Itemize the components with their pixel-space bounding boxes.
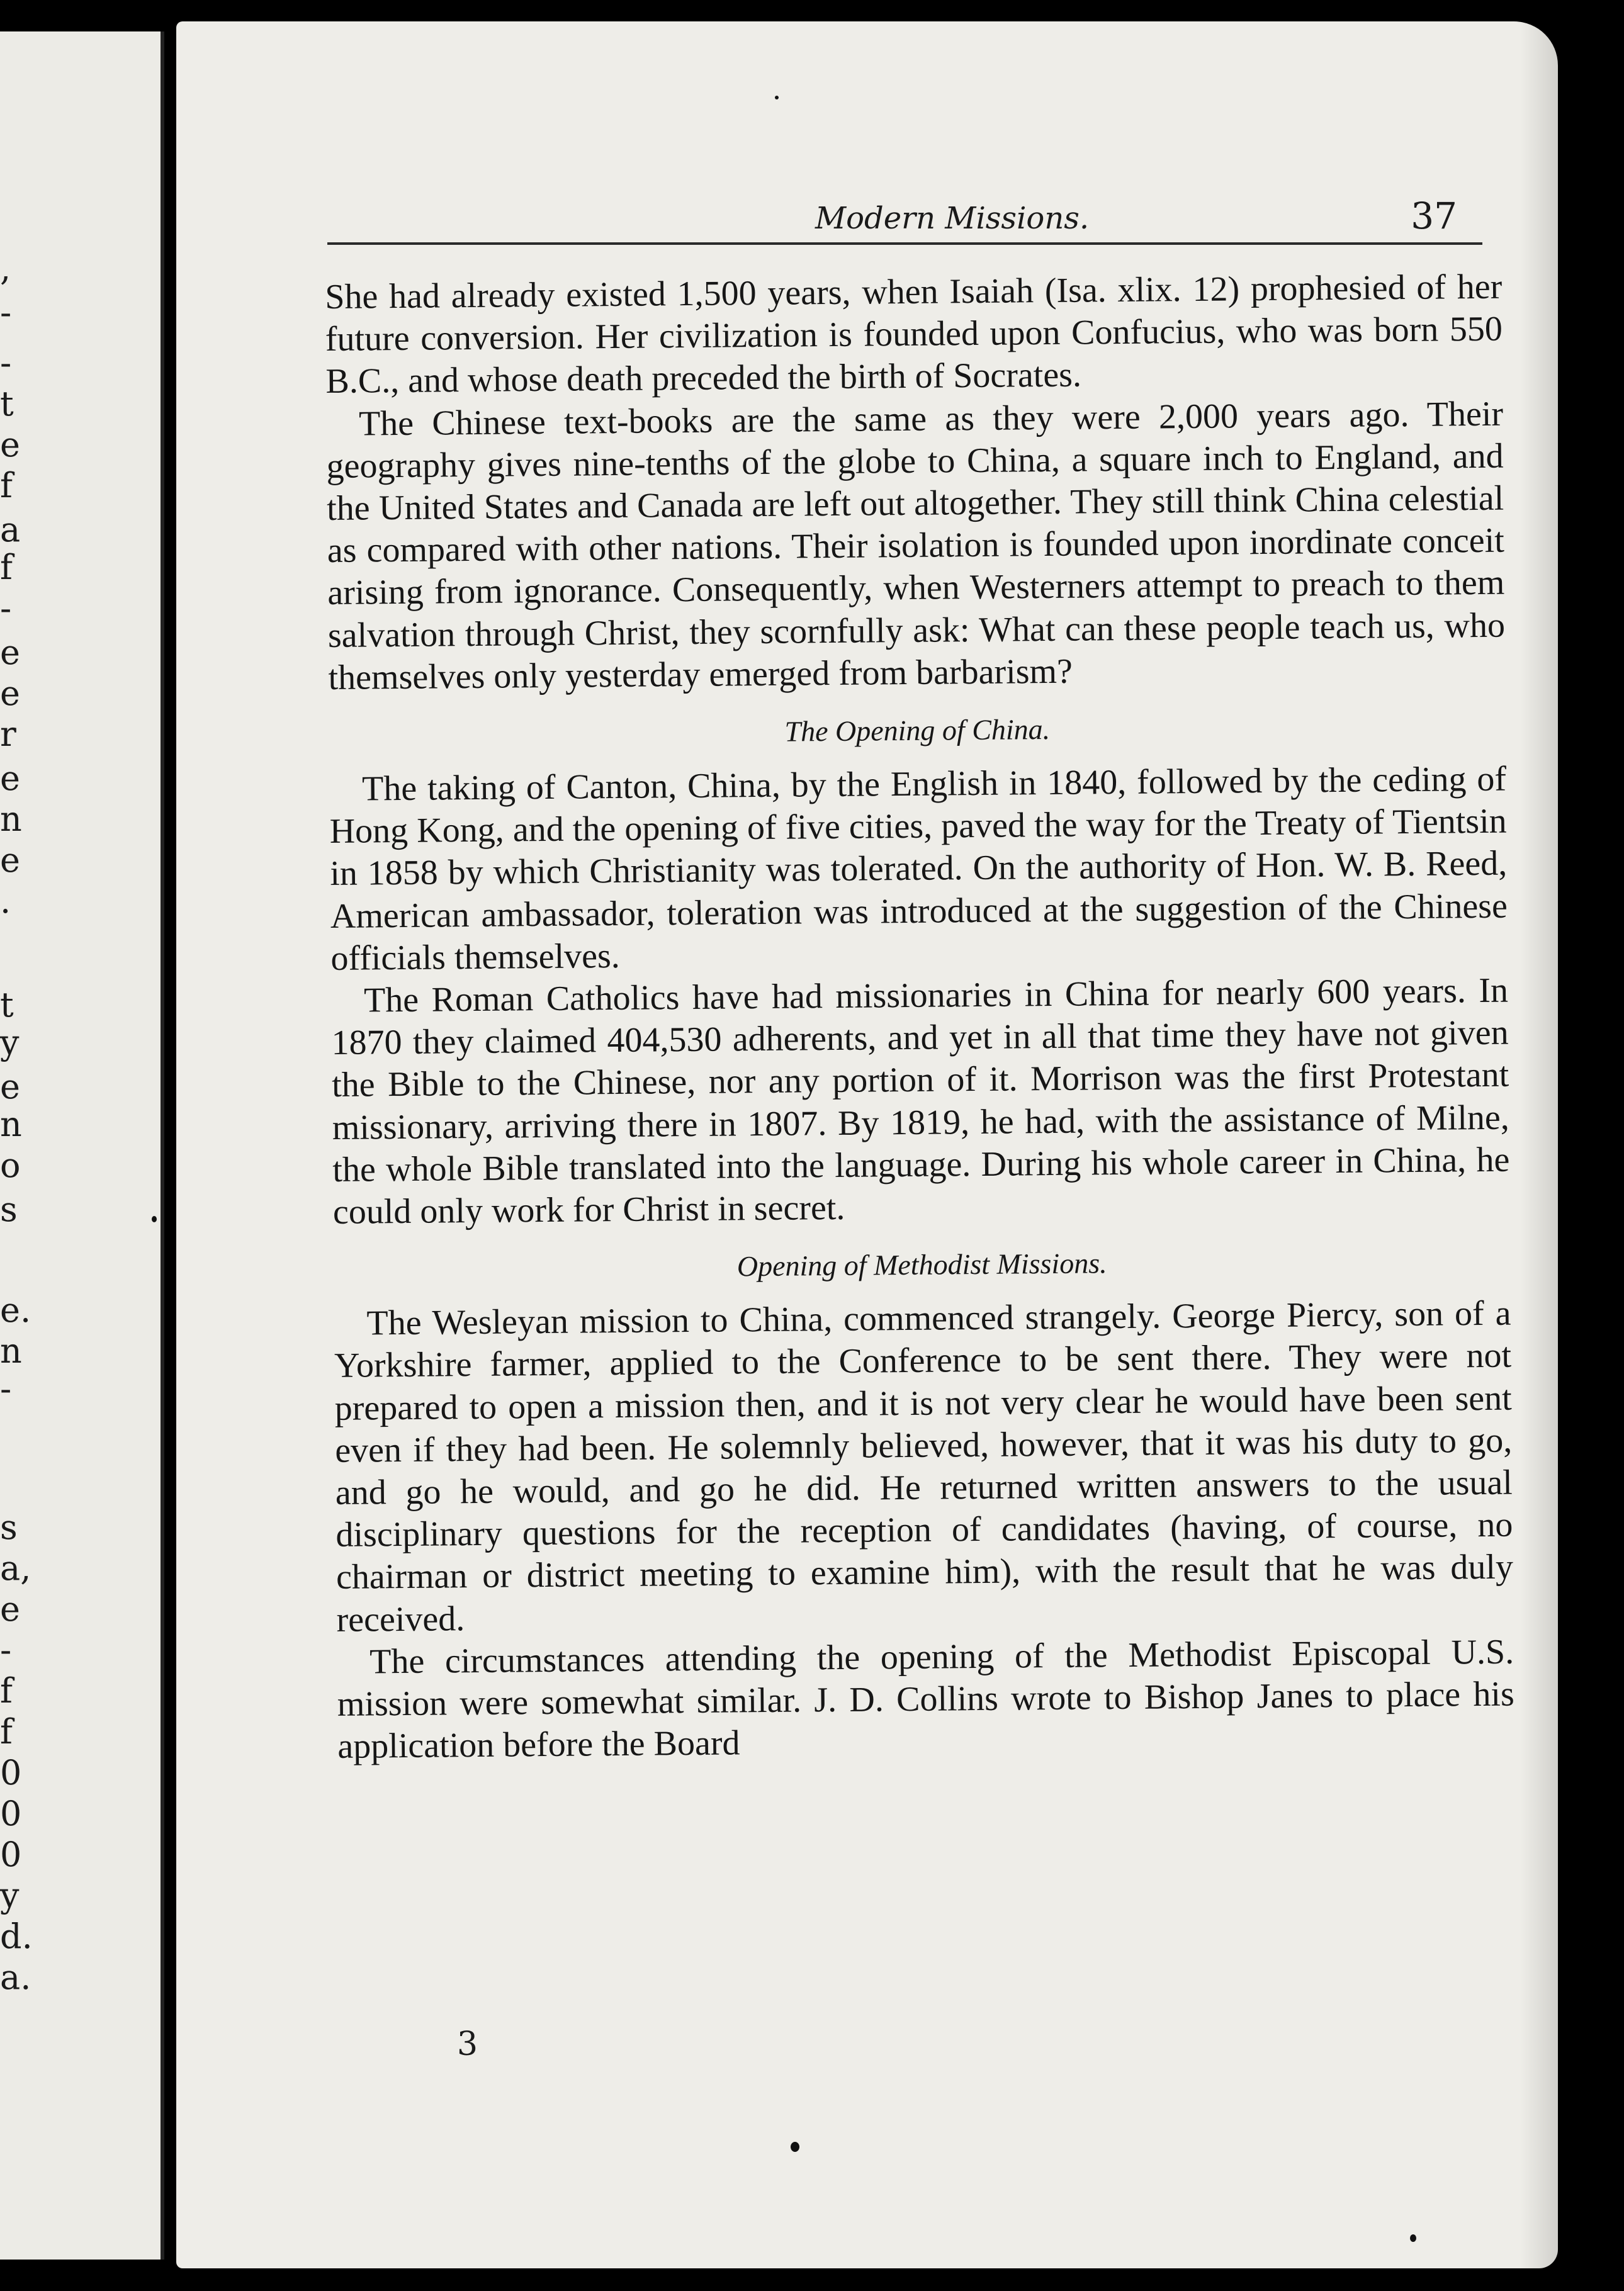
facing-page-edge-char: - (0, 1630, 12, 1670)
facing-page-edge-char: y (0, 1023, 20, 1062)
body-text (325, 266, 1515, 1769)
facing-page-edge-char: e (0, 758, 20, 798)
facing-page-edge-char: - (0, 343, 12, 383)
facing-page-edge-char: s (0, 1190, 18, 1229)
facing-page-edge-char: - (0, 293, 12, 332)
facing-page-edge-char: . (0, 881, 11, 921)
facing-page-edge-char: f (0, 1671, 13, 1711)
signature-mark: 3 (457, 2025, 478, 2063)
running-header (327, 176, 1482, 245)
paragraph: The taking of Canton, China, by the English in 1840, followed by the ceding of Hong Kong, and the opening of five cities, paved the way for the Treaty of Tientsin in 1858 by which Christianity was tolerated. On the authority of Hon. W. B. Reed, American ambassador, toleration was introduced at the suggestion of the Chinese officials themselves. (329, 759, 1508, 978)
facing-page-edge-char: e (0, 633, 20, 672)
facing-page-edge-char: t (0, 985, 14, 1025)
facing-page-edge-char: , (0, 249, 11, 288)
paragraph: The Roman Catholics have had missionaries in China for nearly 600 years. In 1870 they claimed 404,530 adherents, and yet in all that time they have not given the Bible to the Chinese, nor any portion of it. Morrison was the first Protestant missionary, arriving there in 1807. By 1819, he had, with the assistance of Milne, the whole Bible translated into the language. During his whole career in China, he could only work for Christ in secret. (331, 971, 1510, 1232)
facing-page-edge-char: n (0, 1331, 22, 1371)
facing-page-edge-char: n (0, 799, 22, 839)
page-number: 37 (1411, 194, 1457, 237)
facing-page-edge-char: n (0, 1105, 22, 1144)
facing-page-edge-char: f (0, 1712, 13, 1752)
facing-page-edge-char: e (0, 673, 20, 713)
facing-page-edge-char: - (0, 588, 12, 628)
facing-page-edge-char: e (0, 1067, 20, 1106)
facing-page-edge-char: d. (0, 1917, 33, 1956)
facing-page-edge-char: f (0, 548, 13, 587)
section-heading: The Opening of China. (784, 713, 1051, 748)
section-heading: Opening of Methodist Missions. (736, 1247, 1107, 1283)
paragraph: The circumstances attending the opening of the Methodist Episcopal U.S. mission were somewhat similar. J. D. Collins wrote to Bishop Janes to place his application before the Board (337, 1632, 1515, 1767)
facing-page-edge-char: e. (0, 1290, 31, 1330)
facing-page-edge-char: r (0, 714, 16, 754)
facing-page-edge-char: s (0, 1507, 18, 1547)
facing-page-edge-char: y (0, 1876, 20, 1915)
ink-speck (775, 96, 779, 99)
facing-page-edge-char: 0 (0, 1794, 22, 1833)
header-rule (327, 242, 1482, 245)
ink-speck (1410, 2234, 1416, 2242)
facing-page-edge (0, 31, 164, 2260)
facing-page-edge-char: 0 (0, 1835, 22, 1874)
facing-page-edge-char: a (0, 510, 21, 549)
ink-speck (152, 1216, 157, 1222)
paragraph: The Chinese text-books are the same as they were 2,000 years ago. Their geography gives nine-tenths of the globe to China, a square inch to England, and the United States and Canada are left out altogether. They still think China celestial as compared with other nations. Their isolation is founded upon inordinate conceit arising from ignorance. Consequently, when Westerners attempt to preach to them salvation through Christ, they scornfully ask: What can these people teach us, who themselves only yesterday emerged from barbarism? (326, 394, 1506, 697)
facing-page-edge-char: e (0, 840, 20, 880)
facing-page-edge-char: t (0, 384, 14, 424)
facing-page-edge-char: - (0, 1369, 12, 1409)
paragraph: The Wesleyan mission to China, commenced strangely. George Piercy, son of a Yorkshire farmer, applied to the Conference to be sent there. They were not prepared to open a mission then, and it is not very clear he would have been sent even if they had been. He solemnly believed, however, that it was his duty to go, and go he would, and go he did. He returned written answers to the usual disciplinary questions for the reception of candidates (having, of course, no chairman or district meeting to examine him), with the result that he was duly received. (334, 1293, 1514, 1640)
facing-page-edge-char: a. (0, 1957, 31, 1997)
facing-page-edge-char: a, (0, 1548, 31, 1588)
running-title: Modern Missions. (815, 201, 1090, 236)
facing-page-edge-char: f (0, 466, 13, 505)
facing-page-edge-char: e (0, 425, 20, 464)
book-page (176, 21, 1558, 2268)
ink-speck (791, 2142, 799, 2152)
paragraph: She had already existed 1,500 years, when Isaiah (Isa. xlix. 12) prophesied of her future conversion. Her civilization is founded upon Confucius, who was born 550 B.C., and whose death preceded the birth of Socrates. (325, 267, 1503, 402)
facing-page-edge-char: e (0, 1589, 20, 1629)
page-curl-shadow (1520, 21, 1558, 2268)
facing-page-edge-char: o (0, 1146, 21, 1185)
facing-page-edge-char: 0 (0, 1753, 22, 1793)
